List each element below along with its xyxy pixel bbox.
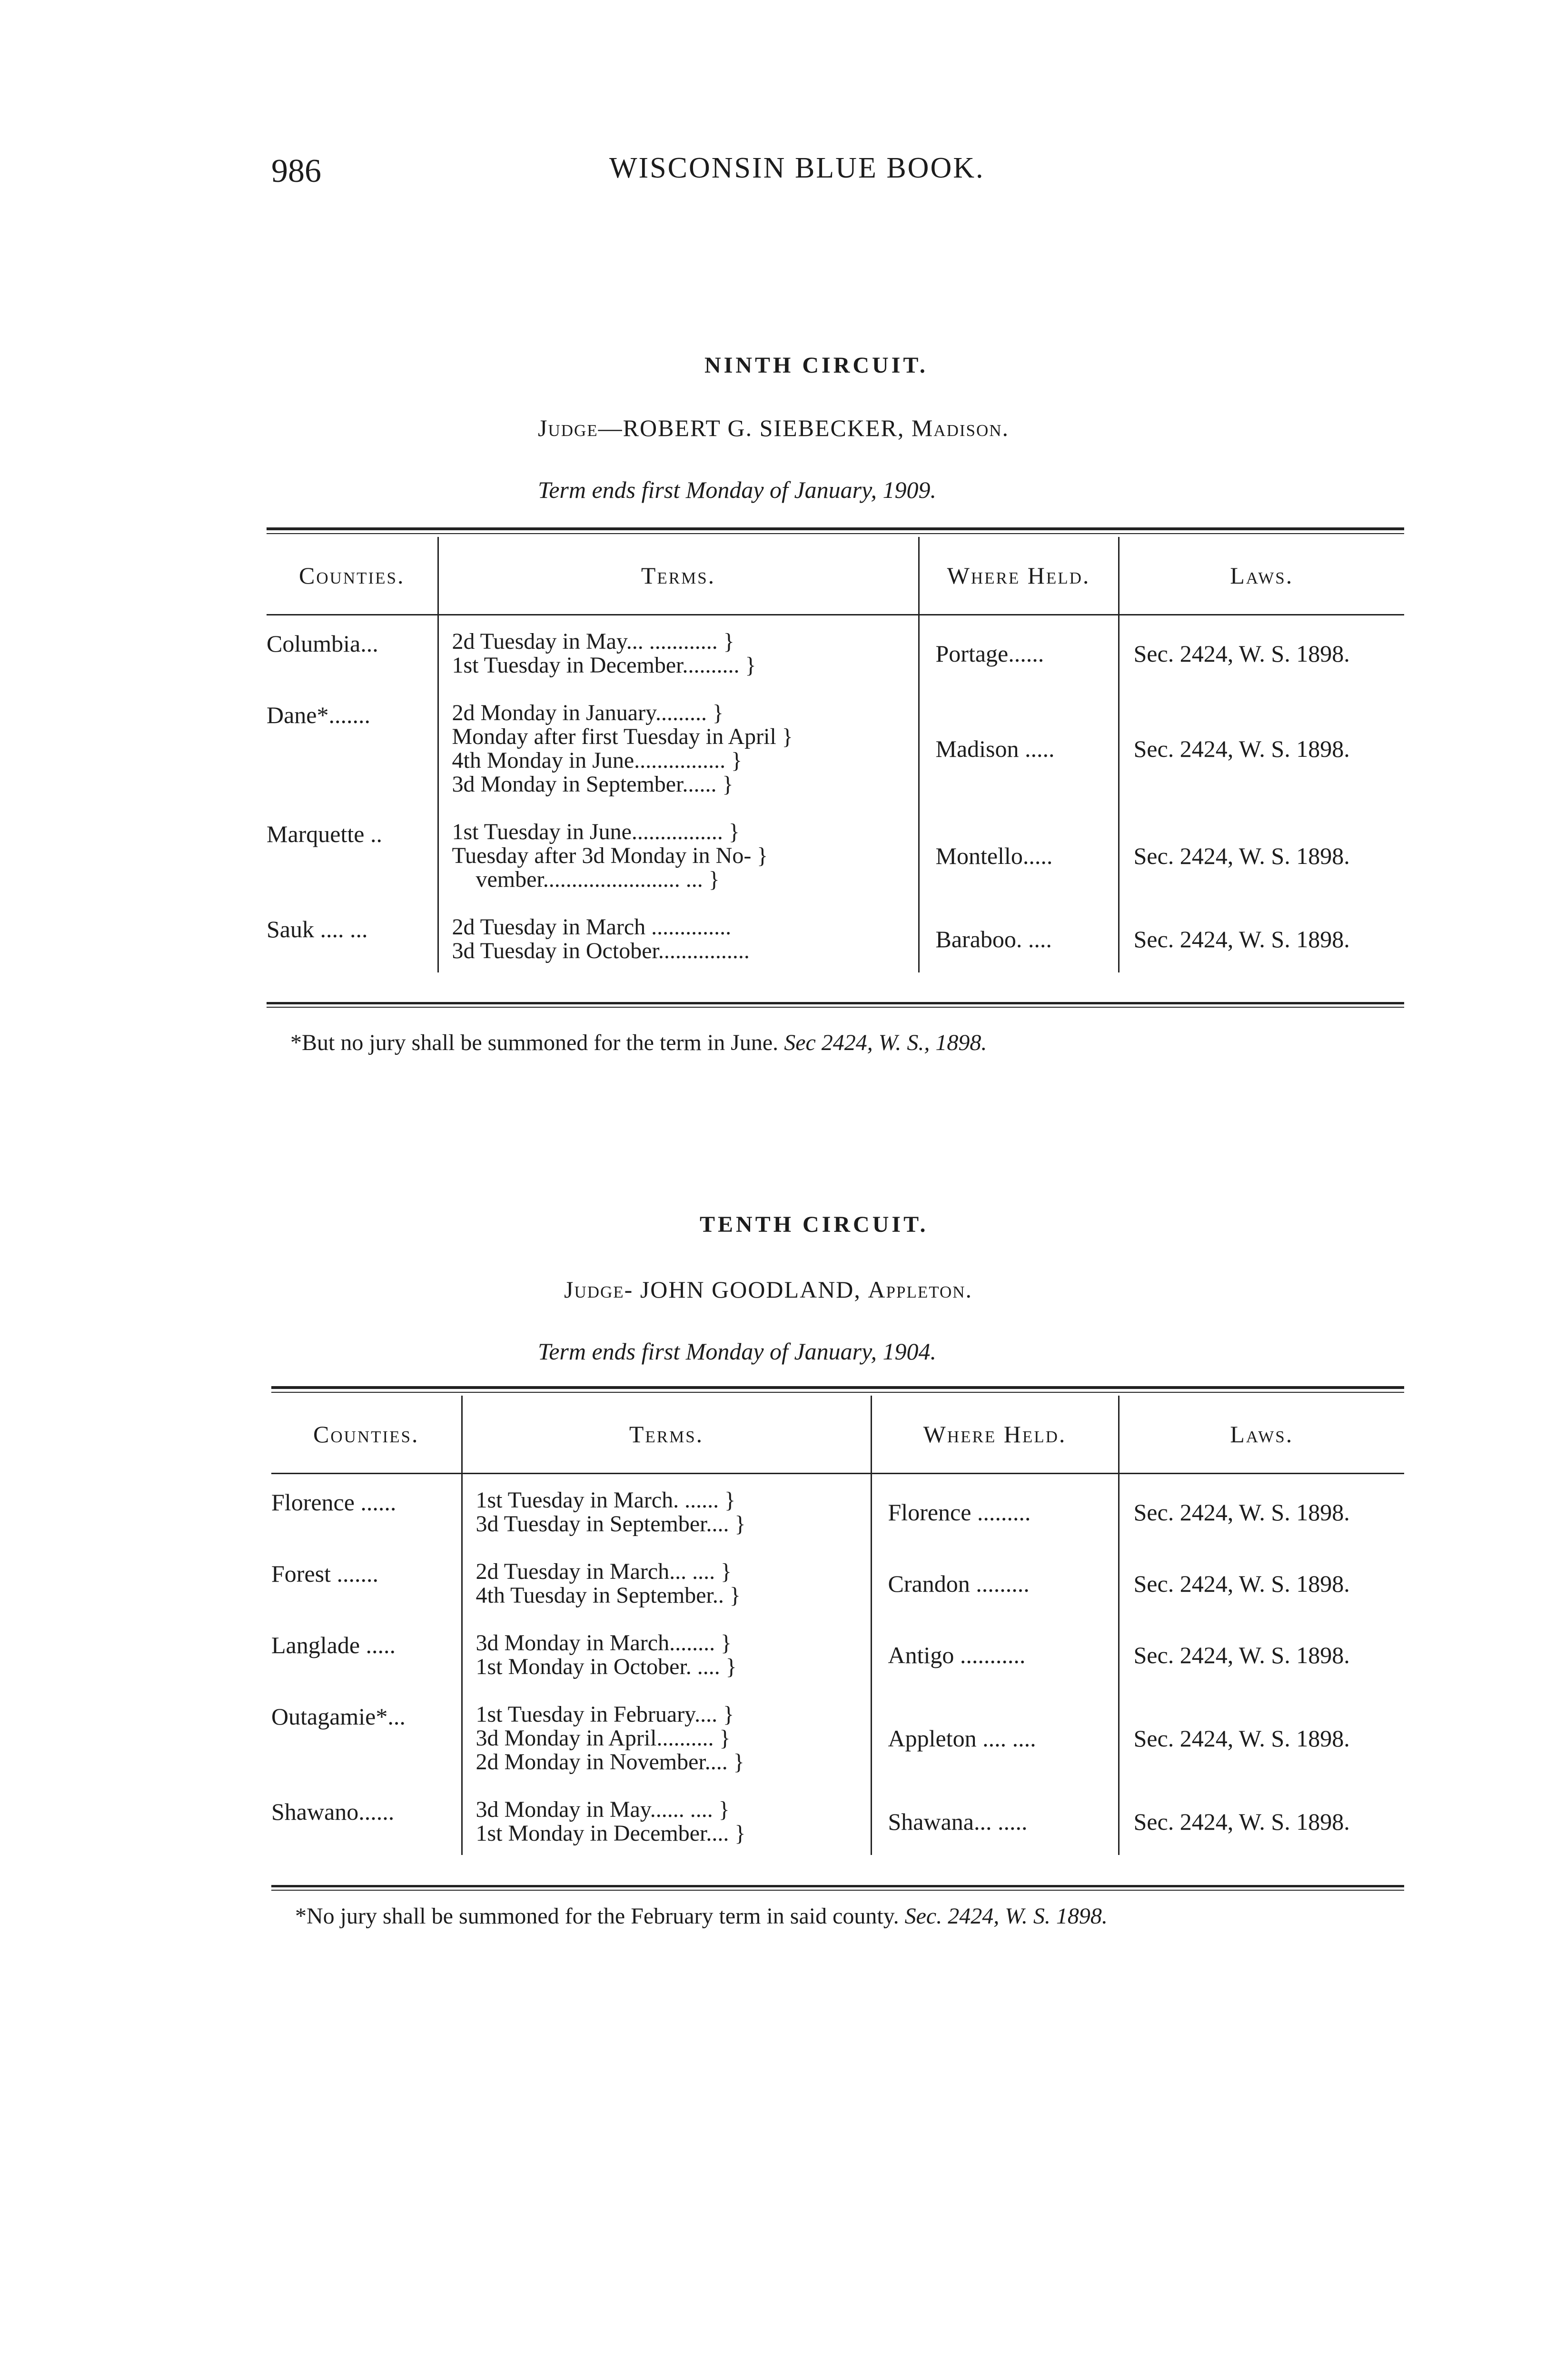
laws-cell: Sec. 2424, W. S. 1898. (1119, 687, 1404, 806)
tenth-header-row (271, 1396, 1404, 1474)
terms-cell (462, 1546, 871, 1617)
terms-cell (438, 806, 919, 901)
terms-cell (438, 615, 919, 687)
ninth-judge-city: Madison. (911, 415, 1010, 441)
term-line: 4th Tuesday in September.. } (476, 1583, 741, 1608)
running-head: WISCONSIN BLUE BOOK. (609, 152, 985, 184)
where-held-cell: Crandon ......... (871, 1546, 1119, 1617)
laws-cell: Sec. 2424, W. S. 1898. (1119, 1474, 1404, 1546)
tenth-judge-city: Appleton. (868, 1276, 973, 1303)
county-cell: Langlade ..... (271, 1632, 396, 1658)
laws-cell: Sec. 2424, W. S. 1898. (1119, 806, 1404, 901)
term-line: 1st Tuesday in March. ...... } (476, 1488, 736, 1513)
term-line: 1st Tuesday in February.... } (476, 1702, 734, 1727)
tenth-judge-prefix: Judge (564, 1276, 624, 1303)
county-cell: Florence ...... (271, 1489, 396, 1516)
table-row (271, 1546, 1404, 1617)
table-row (271, 1688, 1404, 1784)
table-row (271, 1474, 1404, 1546)
county-cell: Columbia... (267, 630, 378, 657)
ninth-circuit-table (267, 537, 1404, 972)
county-cell: Dane*....... (267, 702, 370, 728)
terms-cell (438, 901, 919, 972)
ninth-judge-line (538, 414, 1009, 442)
term-line: vember........................ ... } (476, 867, 720, 892)
col-where-held: Where Held. (919, 537, 1119, 615)
laws-cell: Sec. 2424, W. S. 1898. (1119, 1617, 1404, 1688)
term-line: 3d Tuesday in October................ (452, 938, 750, 963)
tenth-judge-line (564, 1276, 972, 1303)
term-line: 3d Monday in September...... } (452, 772, 733, 797)
term-line: Monday after first Tuesday in April } (452, 724, 793, 749)
term-line: 3d Monday in March........ } (476, 1630, 732, 1656)
county-cell: Marquette .. (267, 821, 382, 847)
term-line: 2d Tuesday in May... ............ } (452, 629, 734, 654)
term-line: 3d Monday in May...... .... } (476, 1797, 730, 1822)
col-laws: Laws. (1119, 1396, 1404, 1474)
page-number: 986 (271, 153, 321, 189)
county-cell: Shawano...... (271, 1798, 395, 1825)
tenth-footnote-text: *No jury shall be summoned for the February term in said county. (295, 1904, 899, 1929)
ninth-judge-prefix: Judge (538, 415, 598, 441)
term-line: 1st Monday in December.... } (476, 1821, 746, 1846)
tenth-table-top-rule (271, 1386, 1404, 1393)
col-terms: Terms. (438, 537, 919, 615)
ninth-term-ends: Term ends first Monday of January, 1909. (538, 476, 937, 503)
tenth-footnote-cite: Sec. 2424, W. S. 1898. (904, 1904, 1108, 1929)
term-line: 2d Monday in January......... } (452, 700, 724, 725)
col-counties: Counties. (271, 1396, 462, 1474)
terms-cell (462, 1474, 871, 1546)
tenth-circuit-heading: TENTH CIRCUIT. (700, 1212, 929, 1237)
laws-cell: Sec. 2424, W. S. 1898. (1119, 901, 1404, 972)
ninth-circuit-heading: NINTH CIRCUIT. (704, 353, 928, 378)
where-held-cell: Antigo ........... (871, 1617, 1119, 1688)
term-line: Tuesday after 3d Monday in No- } (452, 843, 768, 868)
tenth-table-bottom-rule (271, 1885, 1404, 1891)
ninth-header-row (267, 537, 1404, 615)
table-row (271, 1617, 1404, 1688)
laws-cell: Sec. 2424, W. S. 1898. (1119, 1688, 1404, 1784)
term-line: 2d Monday in November.... } (476, 1749, 744, 1775)
ninth-footnote (290, 1028, 1404, 1058)
table-row (267, 615, 1404, 687)
term-line: 2d Tuesday in March... .... } (476, 1559, 732, 1584)
tenth-footnote (271, 1902, 1404, 1931)
laws-cell: Sec. 2424, W. S. 1898. (1119, 1784, 1404, 1855)
terms-cell (462, 1688, 871, 1784)
county-cell: Outagamie*... (271, 1703, 406, 1730)
col-counties: Counties. (267, 537, 438, 615)
where-held-cell: Shawana... ..... (871, 1784, 1119, 1855)
terms-cell (462, 1784, 871, 1855)
term-line: 1st Monday in October. .... } (476, 1654, 737, 1679)
col-where-held: Where Held. (871, 1396, 1119, 1474)
tenth-term-ends: Term ends first Monday of January, 1904. (538, 1338, 937, 1365)
tenth-judge-name: - JOHN GOODLAND, (624, 1276, 868, 1303)
term-line: 2d Tuesday in March .............. (452, 914, 732, 940)
term-line: 1st Tuesday in December.......... } (452, 653, 756, 678)
county-cell: Forest ....... (271, 1560, 378, 1587)
where-held-cell: Appleton .... .... (871, 1688, 1119, 1784)
laws-cell: Sec. 2424, W. S. 1898. (1119, 615, 1404, 687)
term-line: 4th Monday in June................ } (452, 748, 743, 773)
table-row (267, 687, 1404, 806)
county-cell: Sauk .... ... (267, 916, 368, 942)
ninth-table-bottom-rule (267, 1002, 1404, 1008)
table-row (271, 1784, 1404, 1855)
table-row (267, 806, 1404, 901)
ninth-table-top-rule (267, 527, 1404, 534)
term-line: 1st Tuesday in June................ } (452, 819, 740, 844)
where-held-cell: Portage...... (919, 615, 1119, 687)
terms-cell (462, 1617, 871, 1688)
ninth-footnote-text: *But no jury shall be summoned for the term in June. (290, 1030, 779, 1055)
term-line: 3d Tuesday in September.... } (476, 1511, 746, 1537)
where-held-cell: Florence ......... (871, 1474, 1119, 1546)
col-terms: Terms. (462, 1396, 871, 1474)
where-held-cell: Madison ..... (919, 687, 1119, 806)
table-row (267, 901, 1404, 972)
term-line: 3d Monday in April.......... } (476, 1726, 731, 1751)
col-laws: Laws. (1119, 537, 1404, 615)
ninth-judge-name: —ROBERT G. SIEBECKER, (598, 415, 912, 441)
where-held-cell: Montello..... (919, 806, 1119, 901)
tenth-circuit-table (271, 1396, 1404, 1855)
where-held-cell: Baraboo. .... (919, 901, 1119, 972)
terms-cell (438, 687, 919, 806)
laws-cell: Sec. 2424, W. S. 1898. (1119, 1546, 1404, 1617)
ninth-footnote-cite: Sec 2424, W. S., 1898. (784, 1030, 987, 1055)
